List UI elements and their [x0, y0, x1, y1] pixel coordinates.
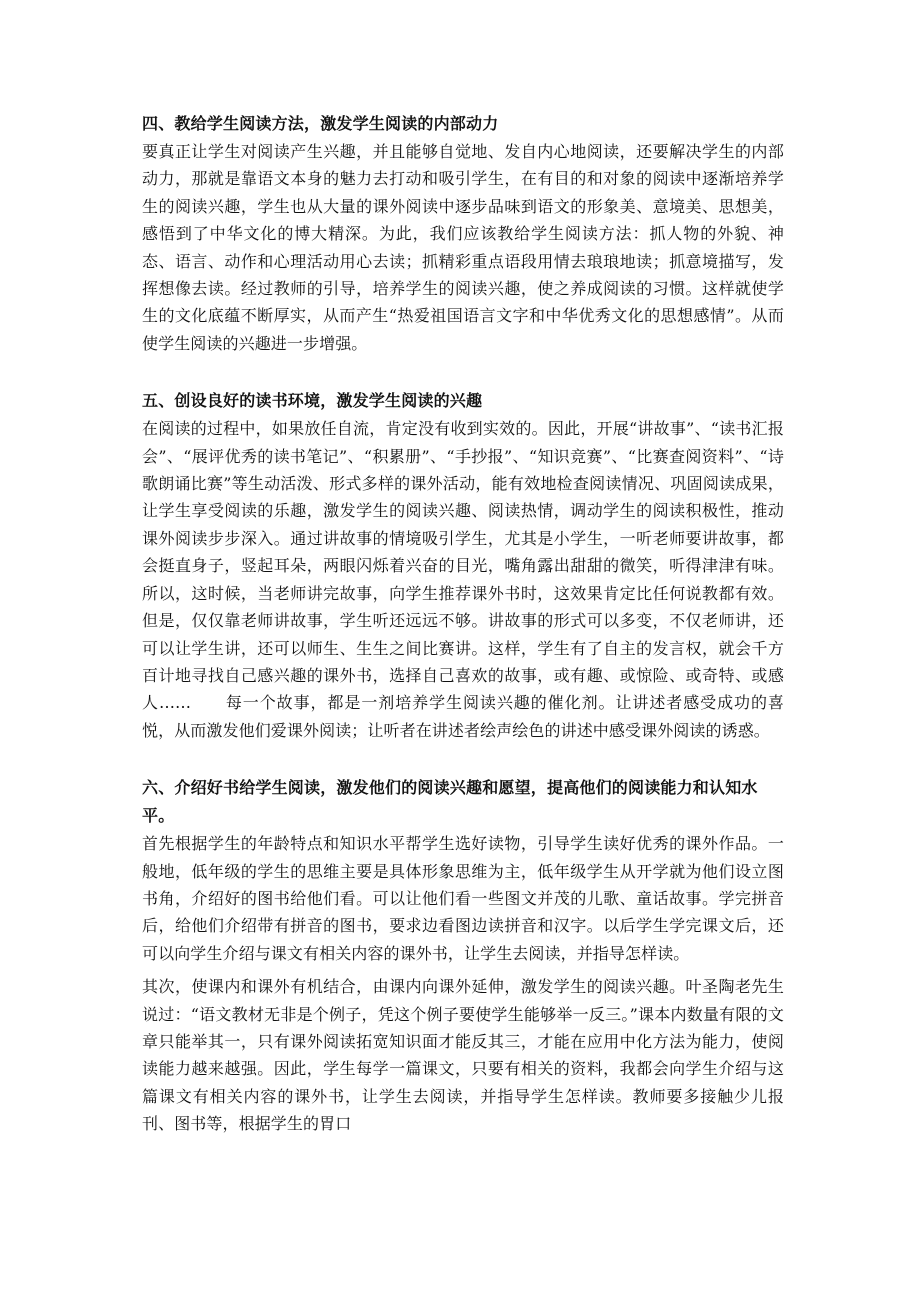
section-paragraph: 在阅读的过程中，如果放任自流，肯定没有收到实效的。因此，开展“讲故事”、“读书汇报会”、“展评优秀的读书笔记”、“积累册”、“手抄报”、“知识竞赛”、“比赛查阅资料”、“诗歌朗诵比赛”等生动活泼、形式多样的课外活动，能有效地检查阅读情况、巩固阅读成果，让学生享受阅读的乐趣，激发学生的阅读兴趣、阅读热情，调动学生的阅读积极性，推动课外阅读步步深入。通过讲故事的情境吸引学生，尤其是小学生，一听老师要讲故事，都会挺直身子，竖起耳朵，两眼闪烁着兴奋的目光，嘴角露出甜甜的微笑，听得津津有味。所以，这时候，当老师讲完故事，向学生推荐课外书时，这效果肯定比任何说教都有效。但是，仅仅靠老师讲故事，学生听还远远不够。讲故事的形式可以多变，不仅老师讲，还可以让学生讲，还可以师生、生生之间比赛讲。这样，学生有了自主的发言权，就会千方百计地寻找自己感兴趣的课外书，选择自己喜欢的故事，或有趣、或惊险、或奇特、或感人…… 每一个故事，都是一剂培养学生阅读兴趣的催化剂。让讲述者感受成功的喜悦，从而激发他们爱课外阅读；让听者在讲述者绘声绘色的讲述中感受课外阅读的诱惑。 [142, 419, 784, 740]
section-paragraph: 首先根据学生的年龄特点和知识水平帮学生选好读物，引导学生读好优秀的课外作品。一般地，低年级的学生的思维主要是具体形象思维为主，低年级学生从开学就为他们设立图书角，介绍好的图书给他们看。可以让他们看一些图文并茂的儿歌、童话故事。学完拼音后，给他们介绍带有拼音的图书，要求边看图边读拼音和汉字。以后学生学完课文后，还可以向学生介绍与课文有相关内容的课外书，让学生去阅读，并指导怎样读。 [142, 834, 784, 963]
section-6 [142, 774, 784, 1137]
section-heading: 五、创设良好的读书环境，激发学生阅读的兴趣 [142, 391, 483, 411]
document-page [142, 110, 784, 1154]
section-paragraph: 要真正让学生对阅读产生兴趣，并且能够自觉地、发自内心地阅读，还要解决学生的内部动力，那就是靠语文本身的魅力去打动和吸引学生，在有目的和对象的阅读中逐渐培养学生的阅读兴趣，学生也从大量的课外阅读中逐步品味到语文的形象美、意境美、思想美，感悟到了中华文化的博大精深。为此，我们应该教给学生阅读方法：抓人物的外貌、神态、语言、动作和心理活动用心去读；抓精彩重点语段用情去琅琅地读；抓意境描写，发挥想像去读。经过教师的引导，培养学生的阅读兴趣，使之养成阅读的习惯。这样就使学生的文化底蕴不断厚实，从而产生“热爱祖国语言文字和中华优秀文化的思想感情”。从而使学生阅读的兴趣进一步增强。 [142, 142, 784, 353]
section-heading: 四、教给学生阅读方法，激发学生阅读的内部动力 [142, 114, 499, 133]
section-paragraph: 其次，使课内和课外有机结合，由课内向课外延伸，激发学生的阅读兴趣。叶圣陶老先生说过：“语文教材无非是个例子，凭这个例子要使学生能够举一反三。”课本内数量有限的文章只能举其一，只有课外阅读拓宽知识面才能反其三，才能在应用中化方法为能力，使阅读能力越来越强。因此，学生每学一篇课文，只要有相关的资料，我都会向学生介绍与这篇课文有相关内容的课外书，让学生去阅读，并指导学生怎样读。教师要多接触少儿报刊、图书等，根据学生的胃口 [142, 977, 784, 1134]
section-heading: 六、介绍好书给学生阅读，激发他们的阅读兴趣和愿望，提高他们的阅读能力和认知水平。 [142, 778, 758, 826]
section-5 [142, 387, 784, 744]
section-4 [142, 110, 784, 357]
